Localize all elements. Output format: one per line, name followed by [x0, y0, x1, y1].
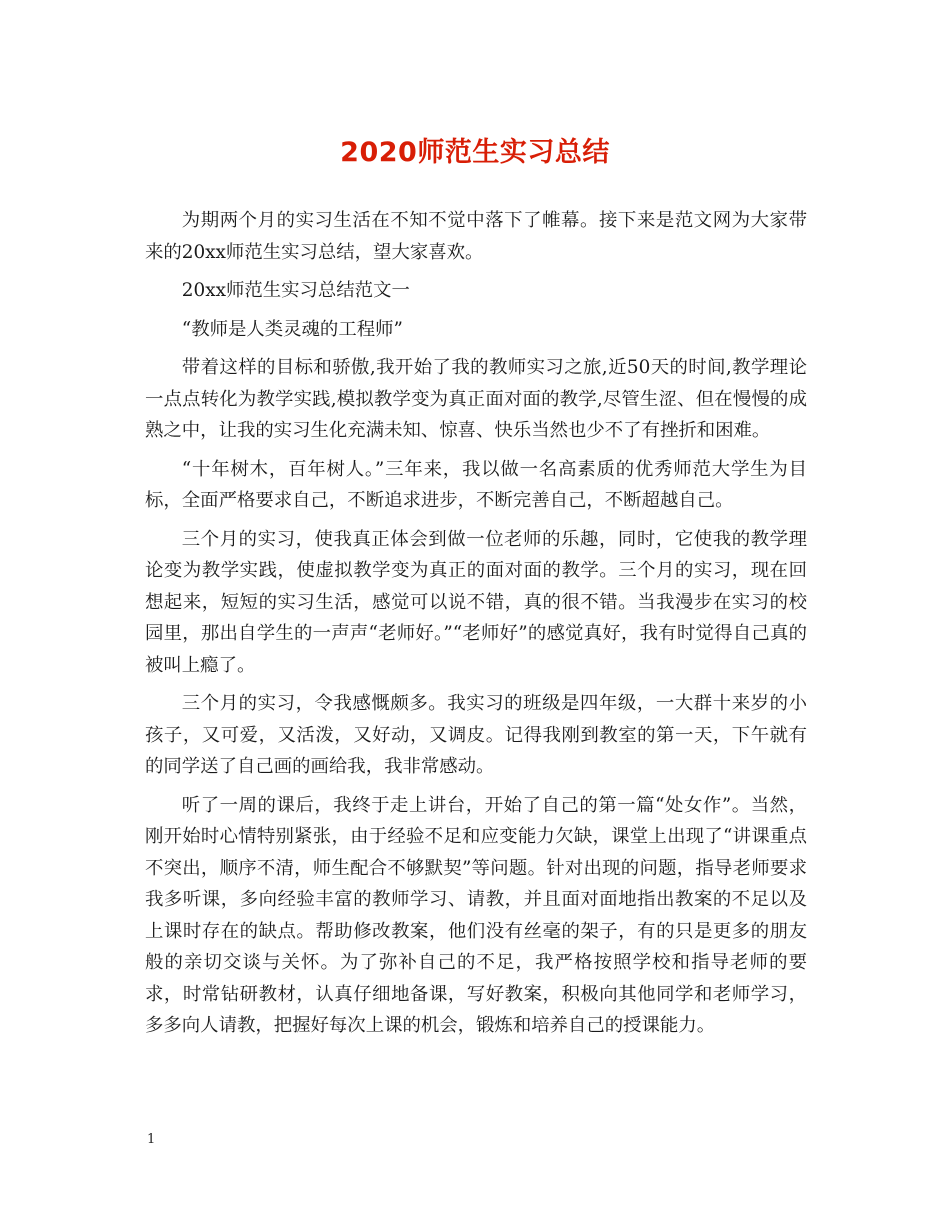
paragraph: 听了一周的课后，我终于走上讲台，开始了自己的第一篇“处女作”。当然，刚开始时心情特别紧张，由于经验不足和应变能力欠缺，课堂上出现了“讲课重点不突出，顺序不清，师生配合不够默契”等问题。针对出现的问题，指导老师要求我多听课，多向经验丰富的教师学习、请教，并且面对面地指出教案的不足以及上课时存在的缺点。帮助修改教案，他们没有丝毫的架子，有的只是更多的朋友般的亲切交谈与关怀。为了弥补自己的不足，我严格按照学校和指导老师的要求，时常钻研教材，认真仔细地备课，写好教案，积极向其他同学和老师学习，多多向人请教，把握好每次上课的机会，锻炼和培养自己的授课能力。 — [145, 794, 807, 1036]
document-body — [145, 205, 807, 1049]
paragraph: 三个月的实习，使我真正体会到做一位老师的乐趣，同时，它使我的教学理论变为教学实践，使虚拟教学变为真正的面对面的教学。三个月的实习，现在回想起来，短短的实习生活，感觉可以说不错，真的很不错。当我漫步在实习的校园里，那出自学生的一声声“老师好。”“老师好”的感觉真好，我有时觉得自己真的被叫上瘾了。 — [145, 528, 807, 676]
page-number: 1 — [147, 1132, 156, 1147]
paragraph: 带着这样的目标和骄傲,我开始了我的教师实习之旅,近50天的时间,教学理论一点点转化为教学实践,模拟教学变为真正面对面的教学,尽管生涩、但在慢慢的成熟之中，让我的实习生化充满未知、惊喜、快乐当然也少不了有挫折和困难。 — [145, 357, 807, 441]
document-title: 2020师范生实习总结 — [340, 137, 610, 168]
paragraph: 三个月的实习，令我感慨颇多。我实习的班级是四年级，一大群十来岁的小孩子，又可爱，又活泼，又好动，又调皮。记得我刚到教室的第一天，下午就有的同学送了自己画的画给我，我非常感动。 — [145, 693, 807, 777]
paragraph: “十年树木，百年树人。”三年来，我以做一名高素质的优秀师范大学生为目标，全面严格要求自己，不断追求进步，不断完善自己，不断超越自己。 — [145, 458, 807, 511]
paragraph-intro: 为期两个月的实习生活在不知不觉中落下了帷幕。接下来是范文网为大家带来的20xx师范生实习总结，望大家喜欢。 — [145, 210, 807, 263]
paragraph-quote: “教师是人类灵魂的工程师” — [181, 318, 403, 340]
paragraph-section-heading: 20xx师范生实习总结范文一 — [181, 280, 410, 301]
